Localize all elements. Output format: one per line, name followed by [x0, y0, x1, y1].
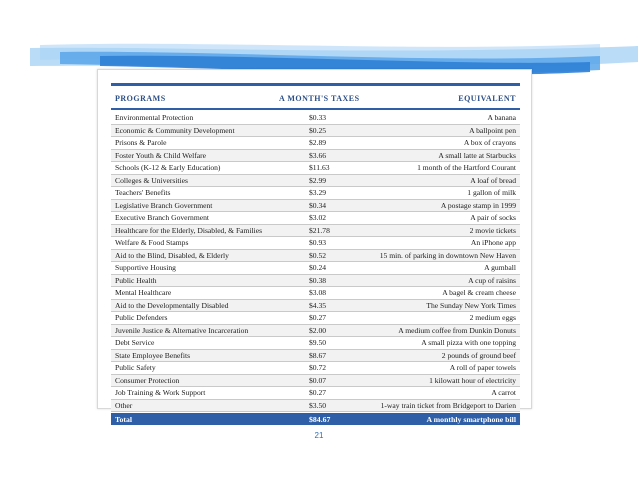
table-row	[111, 300, 520, 313]
total-label: Total	[115, 414, 133, 424]
equivalent-cell: A medium coffee from Dunkin Donuts	[398, 325, 516, 335]
header-programs: PROGRAMS	[115, 94, 166, 103]
table-row	[111, 312, 520, 325]
table-row	[111, 237, 520, 250]
table-row	[111, 187, 520, 200]
program-cell: Aid to the Blind, Disabled, & Elderly	[115, 250, 229, 260]
tax-cell: $0.93	[309, 238, 327, 247]
program-cell: Schools (K-12 & Early Education)	[115, 163, 221, 172]
program-cell: Job Training & Work Support	[115, 388, 206, 397]
tax-cell: $2.89	[309, 138, 327, 147]
program-cell: Aid to the Developmentally Disabled	[115, 300, 229, 310]
equivalent-cell: A roll of paper towels	[449, 363, 516, 372]
table-row	[111, 225, 520, 238]
table-row	[111, 162, 520, 175]
program-cell: State Employee Benefits	[115, 350, 191, 360]
program-cell: Colleges & Universities	[115, 175, 188, 185]
program-cell: Legislative Branch Government	[115, 200, 213, 210]
program-cell: Economic & Community Development	[115, 125, 235, 135]
tax-cell: $0.34	[309, 200, 327, 210]
tax-cell: $2.00	[309, 325, 327, 335]
equivalent-cell: 2 movie tickets	[469, 225, 516, 235]
equivalent-cell: 1-way train ticket from Bridgeport to Darien	[380, 400, 516, 410]
program-cell: Executive Branch Government	[115, 213, 210, 222]
program-cell: Public Health	[115, 275, 157, 285]
equivalent-cell: A postage stamp in 1999	[440, 200, 516, 210]
tax-cell: $3.02	[309, 213, 327, 222]
table-row	[111, 175, 520, 188]
program-cell: Prisons & Parole	[115, 138, 167, 147]
program-cell: Public Safety	[115, 363, 156, 372]
equivalent-cell: A bagel & cream cheese	[442, 288, 516, 297]
equivalent-cell: A loaf of bread	[470, 175, 516, 185]
equivalent-cell: 1 gallon of milk	[467, 188, 516, 197]
total-row	[111, 413, 520, 425]
equivalent-cell: A box of crayons	[463, 138, 516, 147]
tax-cell: $0.72	[309, 363, 327, 372]
program-cell: Mental Healthcare	[115, 288, 172, 297]
program-cell: Consumer Protection	[115, 375, 180, 385]
tax-cell: $0.25	[309, 125, 327, 135]
table-row	[111, 212, 520, 225]
program-cell: Teachers' Benefits	[115, 188, 171, 197]
tax-cell: $4.35	[309, 300, 327, 310]
equivalent-cell: An iPhone app	[470, 238, 516, 247]
equivalent-cell: The Sunday New York Times	[426, 300, 516, 310]
tax-cell: $11.63	[309, 163, 330, 172]
equivalent-cell: A small pizza with one topping	[421, 338, 516, 347]
equivalent-cell: A small latte at Starbucks	[438, 150, 516, 160]
header-monthly-taxes: A MONTH'S TAXES	[279, 94, 360, 103]
tax-cell: $0.52	[309, 250, 327, 260]
tax-cell: $3.29	[309, 188, 327, 197]
program-cell: Healthcare for the Elderly, Disabled, & Families	[115, 225, 263, 235]
table-row	[111, 125, 520, 138]
table-row	[111, 337, 520, 350]
header-equivalent: EQUIVALENT	[458, 94, 516, 103]
equivalent-cell: 2 pounds of ground beef	[441, 350, 516, 360]
equivalent-cell: A gumball	[484, 263, 516, 272]
tax-cell: $3.66	[309, 150, 327, 160]
table-row	[111, 350, 520, 363]
equivalent-cell: A cup of raisins	[468, 275, 516, 285]
tax-cell: $3.50	[309, 400, 327, 410]
tax-cell: $0.27	[309, 313, 327, 322]
table-row	[111, 325, 520, 338]
equivalent-cell: A banana	[487, 113, 516, 122]
table-row	[111, 400, 520, 413]
program-cell: Public Defenders	[115, 313, 168, 322]
table-row	[111, 275, 520, 288]
equivalent-cell: 2 medium eggs	[469, 313, 516, 322]
taxes-table	[97, 69, 532, 424]
total-equivalent: A monthly smartphone bill	[426, 414, 516, 424]
table-row	[111, 387, 520, 400]
total-tax: $84.67	[309, 414, 331, 424]
table-header-row	[111, 83, 520, 110]
table-row	[111, 362, 520, 375]
table-row	[111, 250, 520, 263]
tax-cell: $0.24	[309, 263, 327, 272]
program-cell: Welfare & Food Stamps	[115, 238, 189, 247]
equivalent-cell: 1 kilowatt hour of electricity	[429, 375, 516, 385]
table-row	[111, 150, 520, 163]
equivalent-cell: 15 min. of parking in downtown New Haven	[379, 250, 516, 260]
equivalent-cell: 1 month of the Hartford Courant	[417, 163, 516, 172]
table-body	[111, 112, 520, 425]
equivalent-cell: A ballpoint pen	[469, 125, 516, 135]
tax-cell: $21.78	[309, 225, 330, 235]
tax-cell: $0.38	[309, 275, 327, 285]
tax-cell: $9.50	[309, 338, 327, 347]
table-row	[111, 287, 520, 300]
equivalent-cell: A pair of socks	[470, 213, 516, 222]
program-cell: Debt Service	[115, 338, 155, 347]
page-number: 21	[314, 431, 324, 440]
program-cell: Juvenile Justice & Alternative Incarceration	[115, 325, 249, 335]
table-row	[111, 375, 520, 388]
program-cell: Environmental Protection	[115, 113, 194, 122]
tax-cell: $0.33	[309, 113, 327, 122]
tax-cell: $2.99	[309, 175, 327, 185]
tax-cell: $0.07	[309, 375, 327, 385]
tax-cell: $3.08	[309, 288, 327, 297]
program-cell: Foster Youth & Child Welfare	[115, 150, 207, 160]
tax-cell: $0.27	[309, 388, 327, 397]
equivalent-cell: A carrot	[491, 388, 516, 397]
table-row	[111, 112, 520, 125]
table-row	[111, 200, 520, 213]
tax-cell: $8.67	[309, 350, 327, 360]
table-row	[111, 262, 520, 275]
program-cell: Other	[115, 400, 133, 410]
table-row	[111, 137, 520, 150]
program-cell: Supportive Housing	[115, 263, 176, 272]
